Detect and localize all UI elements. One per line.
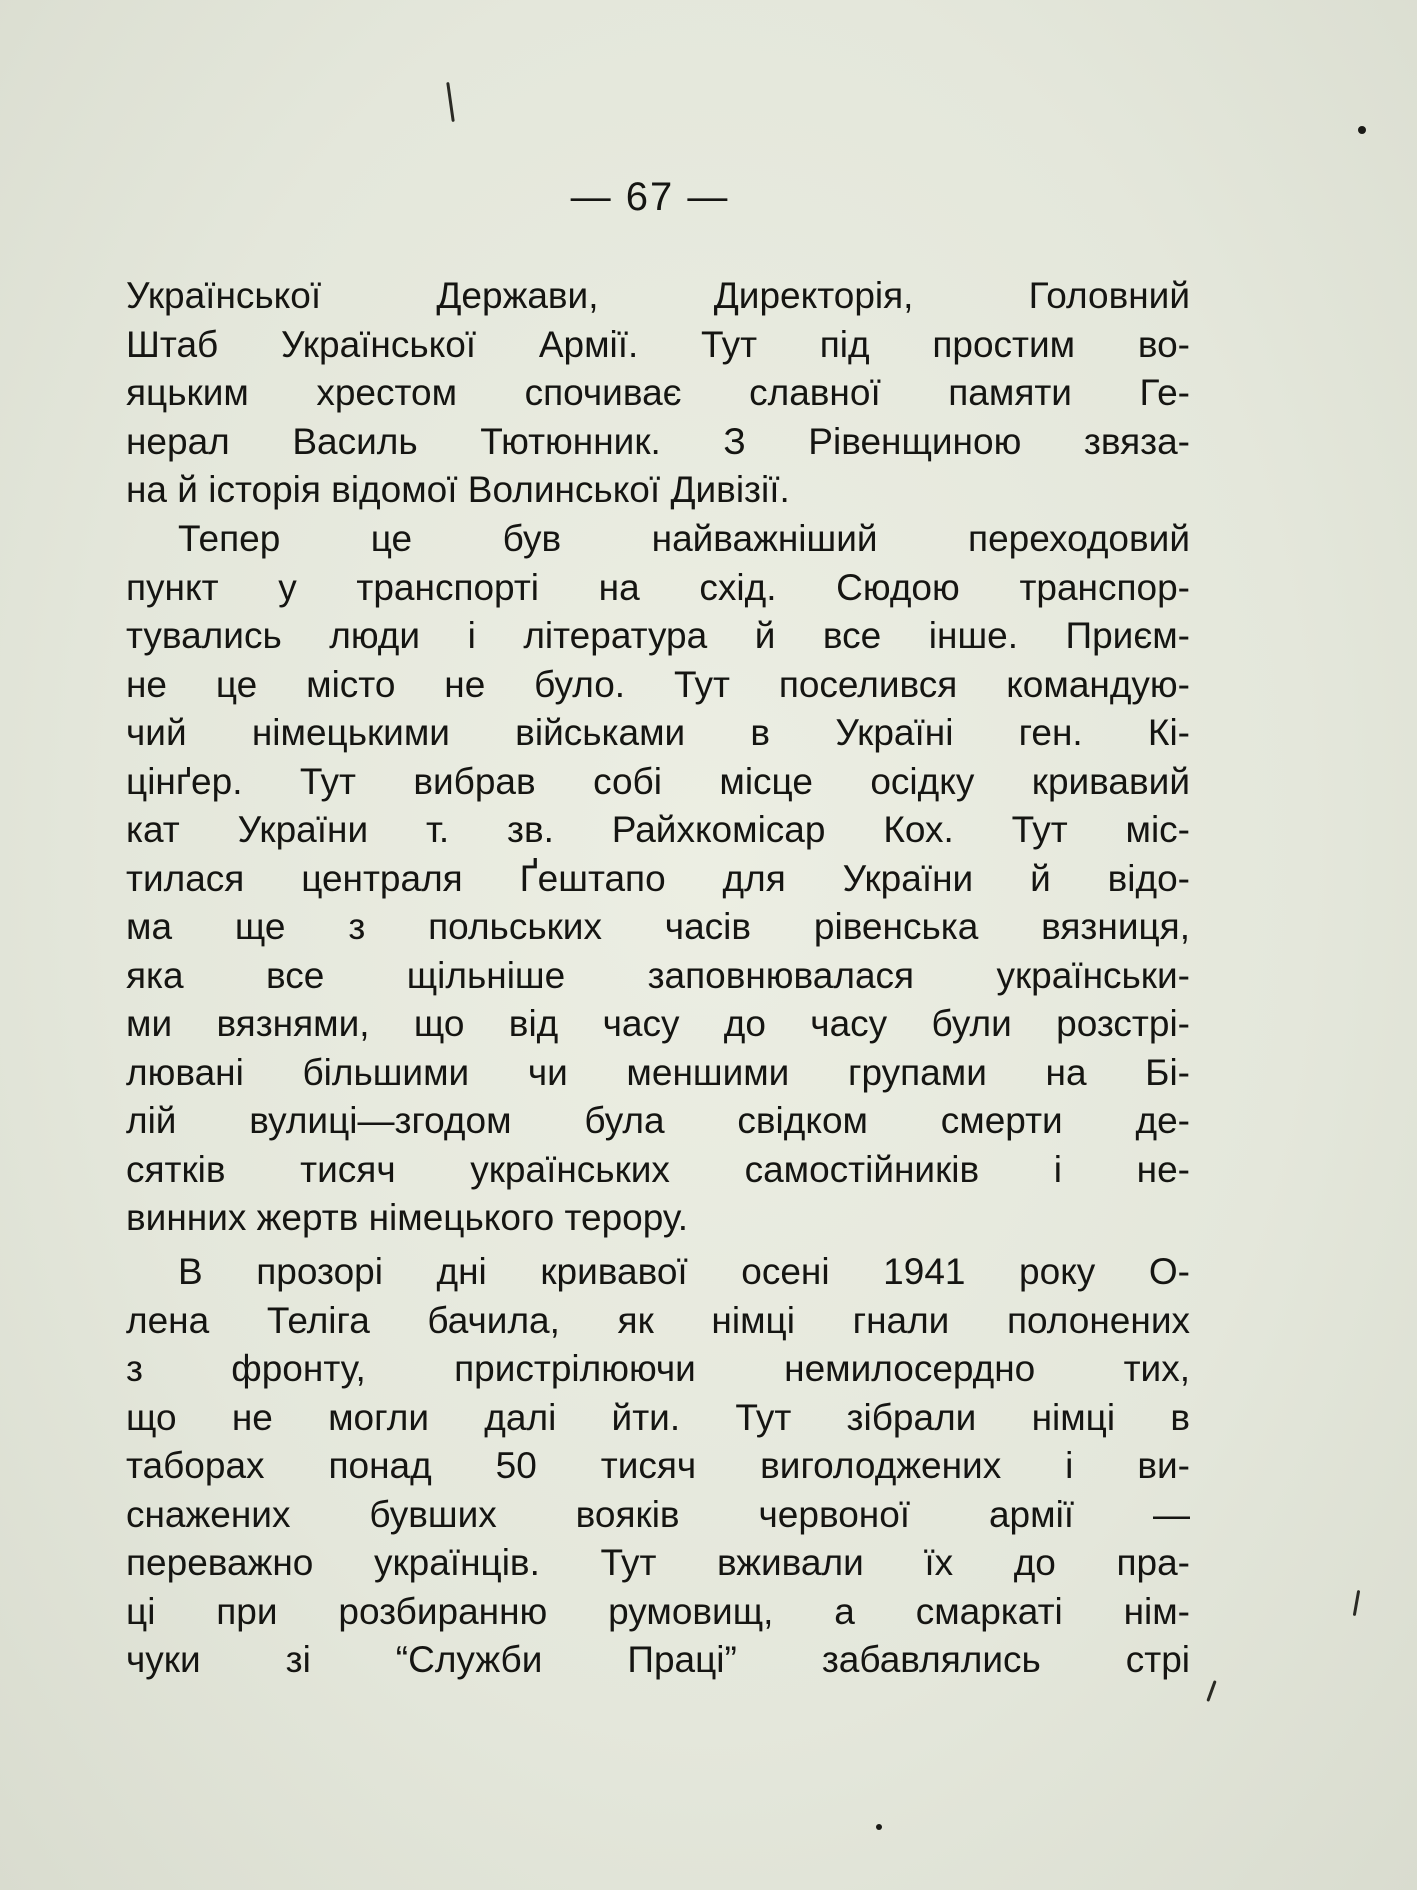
text-line: В прозорі дні кривавої осені 1941 року О- [178, 1251, 1190, 1292]
text-line: яцьким хрестом спочиває славної памяти Ге- [126, 372, 1190, 413]
ink-speck [876, 1824, 882, 1830]
text-line: переважно українців. Тут вживали їх до пра- [126, 1542, 1190, 1583]
text-line: чуки зі “Служби Праці” забавлялись стрі [126, 1639, 1190, 1680]
text-line: тилася централя Ґештапо для України й відо- [126, 857, 1190, 899]
paragraph-1 [126, 272, 1190, 515]
paper-scratch [1206, 1680, 1216, 1702]
text-line: снажених бувших вояків червоної армії — [126, 1493, 1190, 1535]
text-line: таборах понад 50 тисяч виголоджених і ви- [126, 1445, 1190, 1486]
text-line: нерал Василь Тютюнник. З Рівенщиною звяза- [126, 420, 1190, 462]
ink-speck [1358, 126, 1366, 134]
text-line: що не могли далі йти. Тут зібрали німці в [126, 1396, 1190, 1438]
text-line: Штаб Української Армії. Тут під простим во- [126, 323, 1190, 365]
text-line: Української Держави, Директорія, Головний [126, 275, 1190, 316]
paragraph-3 [126, 1248, 1190, 1685]
paragraph-2 [126, 515, 1190, 1243]
text-line: яка все щільніше заповнювалася українськи- [126, 954, 1190, 996]
text-line: не це місто не було. Тут поселився командую- [126, 663, 1190, 705]
text-line: пункт у транспорті на схід. Сюдою транспор- [126, 566, 1190, 608]
page-number: — 67 — [570, 175, 730, 219]
paper-scratch [1353, 1590, 1360, 1616]
text-line: ма ще з польських часів рівенська вязниця, [126, 906, 1190, 947]
text-line: на й історія відомої Волинської Дивізії. [126, 469, 790, 510]
text-line: цінґер. Тут вибрав собі місце осідку кривавий [126, 760, 1190, 802]
text-line: кат України т. зв. Райхкомісар Кох. Тут міс- [126, 809, 1190, 850]
text-line: винних жертв німецького терору. [126, 1197, 688, 1238]
text-line: з фронту, пристрілюючи немилосердно тих, [126, 1348, 1190, 1389]
text-line: тувались люди і література й все інше. Приєм- [126, 615, 1190, 656]
text-line: лій вулиці—згодом була свідком смерти де- [126, 1100, 1190, 1141]
text-line: лювані більшими чи меншими групами на Бі- [126, 1051, 1190, 1093]
text-line: чий німецькими військами в Україні ген. Кі- [126, 712, 1190, 753]
text-line: лена Теліга бачила, як німці гнали полонених [126, 1299, 1190, 1341]
text-line: ми вязнями, що від часу до часу були розстрі- [126, 1003, 1190, 1044]
paper-scratch [446, 82, 455, 122]
text-line: Тепер це був найважніший переходовий [178, 518, 1190, 559]
text-line: сятків тисяч українських самостійників і не- [126, 1148, 1190, 1190]
text-line: ці при розбиранню румовищ, а смаркаті нім- [126, 1590, 1190, 1632]
